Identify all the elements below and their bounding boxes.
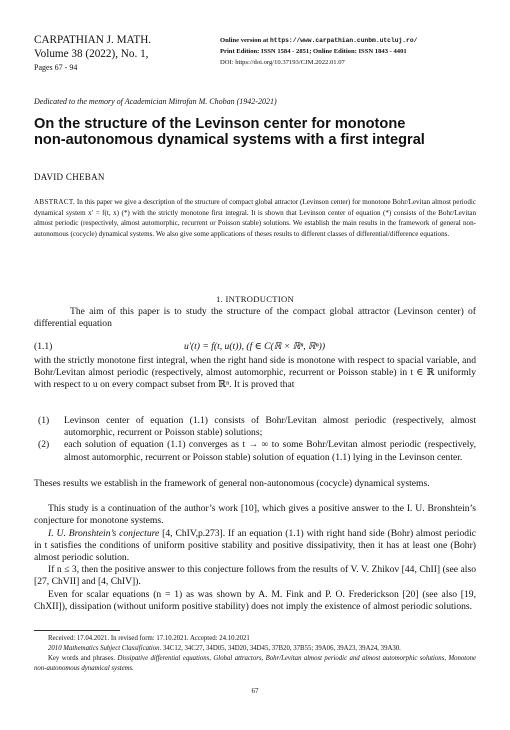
pages-range: Pages 67 - 94 xyxy=(34,63,78,72)
author xyxy=(34,172,105,182)
keywords-text: Dissipative differential equations, Global attractors, Bohr/Levitan almost periodic and almost automorphic solutions, Monotone non-autonomous dynamical systems. xyxy=(34,655,477,672)
msc-classification xyxy=(34,644,476,654)
msc-codes: 34C12, 34C27, 34D05, 34D20, 34D45, 37B20, 37B55; 39A06, 39A23, 39A24, 39A30. xyxy=(162,645,401,652)
intro-paragraph: The aim of this paper is to study the structure of the compact global attractor (Levinson center) of differential equation xyxy=(34,306,476,330)
section-heading: 1. INTRODUCTION xyxy=(215,294,295,304)
equation-number: (1.1) xyxy=(34,341,53,352)
dedication: Dedicated to the memory of Academician Mitrofan M. Choban (1942-2021) xyxy=(34,97,277,106)
online-prefix: Online version at xyxy=(220,37,269,44)
online-url[interactable]: https://www.carpathian.cunbm.utcluj.ro/ xyxy=(270,37,418,44)
publication-info xyxy=(220,35,480,68)
theses-paragraph: Theses results we establish in the framework of general non-autonomous (cocycle) dynamical systems. xyxy=(34,478,430,489)
volume-line: Volume 38 (2022), No. 1, xyxy=(34,48,149,60)
issn-line: Print Edition: ISSN 1584 - 2851; Online Edition: ISSN 1843 - 4401 xyxy=(220,48,407,55)
msc-label: 2010 Mathematics Subject Classification. xyxy=(48,645,162,652)
list-item-text: each solution of equation (1.1) converges as t → ∞ to some Bohr/Levitan almost periodic (respectively, almost automorphic, recurrent or Poisson stable) solution of equation (1.1) lying in the Levinson center. xyxy=(64,439,476,463)
keywords xyxy=(34,654,476,674)
title-line-1: On the structure of the Levinson center for monotone xyxy=(34,116,406,132)
conjecture-label: I. U. Bronshtein’s conjecture xyxy=(48,528,160,539)
scalar-paragraph: Even for scalar equations (n = 1) as was shown by A. M. Fink and P. O. Frederickson [20] (see also [19, ChXII]), dissipation (without uniform positive stability) does not imply the existence of almost periodic solutions. xyxy=(34,589,476,613)
received-dates: Received: 17.04.2021. In revised form: 17.10.2021. Accepted: 24.10.2021 xyxy=(48,635,250,642)
footnote-rule xyxy=(34,630,120,631)
abstract xyxy=(34,197,476,239)
list-item-number: (2) xyxy=(38,439,50,451)
result-list xyxy=(34,415,476,464)
journal-name: CARPATHIAN J. MATH. xyxy=(34,34,152,46)
journal-header xyxy=(34,33,214,74)
keywords-label: Key words and phrases. xyxy=(48,655,116,662)
list-item xyxy=(34,439,476,463)
page-number: 67 xyxy=(251,687,259,695)
conjecture-paragraph xyxy=(34,528,476,565)
title-line-2: non-autonomous dynamical systems with a first integral xyxy=(34,132,425,148)
author-first: DAVID xyxy=(34,172,64,182)
doi-line[interactable]: DOI: https://doi.org/10.37193/CJM.2022.01.07 xyxy=(220,59,345,66)
abstract-text: In this paper we give a description of the structure of compact global attractor (Levinson center) for monotone Bohr/Levitan almost periodic dynamical system x′ = f(t, x) (*) with the strictly monotone first integral. It is shown that Levinson center of equation (*) consists of the Bohr/Levitan almost periodic (respectively, almost automorphic, recurrent or Poisson stable) solutions. We establish the main results in the framework of general non-autonomous (cocycle) dynamical systems. We also give some applications of theses results to different classes of differential/difference equations. xyxy=(34,198,476,238)
list-item xyxy=(34,415,476,439)
author-last: CHEBAN xyxy=(65,172,105,182)
abstract-label: ABSTRACT. xyxy=(34,198,75,206)
n3-paragraph: If n ≤ 3, then the positive answer to this conjecture follows from the results of V. V. Zhikov [44, ChII] (see also [27, ChVII] and [4, ChIV]). xyxy=(34,564,476,588)
continuation-paragraph: This study is a continuation of the author’s work [10], which gives a positive answer to the I. U. Bronshtein’s conjecture for monotone systems. xyxy=(34,503,476,527)
list-item-text: Levinson center of equation (1.1) consists of Bohr/Levitan almost periodic (respectively, almost automorphic, recurrent or Poisson stable) solutions; xyxy=(64,415,476,439)
paper-title xyxy=(34,116,474,148)
equation-text: u′(t) = f(t, u(t)), (f ∈ C(ℝ × ℝⁿ, ℝⁿ)) xyxy=(184,341,326,352)
with-paragraph: with the strictly monotone first integral, when the right hand side is monotone with respect to spacial variable, and Bohr/Levitan almost periodic (respectively, almost automorphic, recurrent or Poisson stable) in t ∈ ℝ uniformly with respect to u on every compact subset from ℝⁿ. It is proved that xyxy=(34,355,476,391)
conjecture-text: [4, ChIV,p.273]. If an equation (1.1) with right hand side (Bohr) almost periodic in t satisfies the conditions of uniform positive stability and positive dissipativity, then it has at least one (Bohr) almost periodic solution. xyxy=(34,528,476,564)
list-item-number: (1) xyxy=(38,415,50,426)
footnotes xyxy=(34,634,476,674)
